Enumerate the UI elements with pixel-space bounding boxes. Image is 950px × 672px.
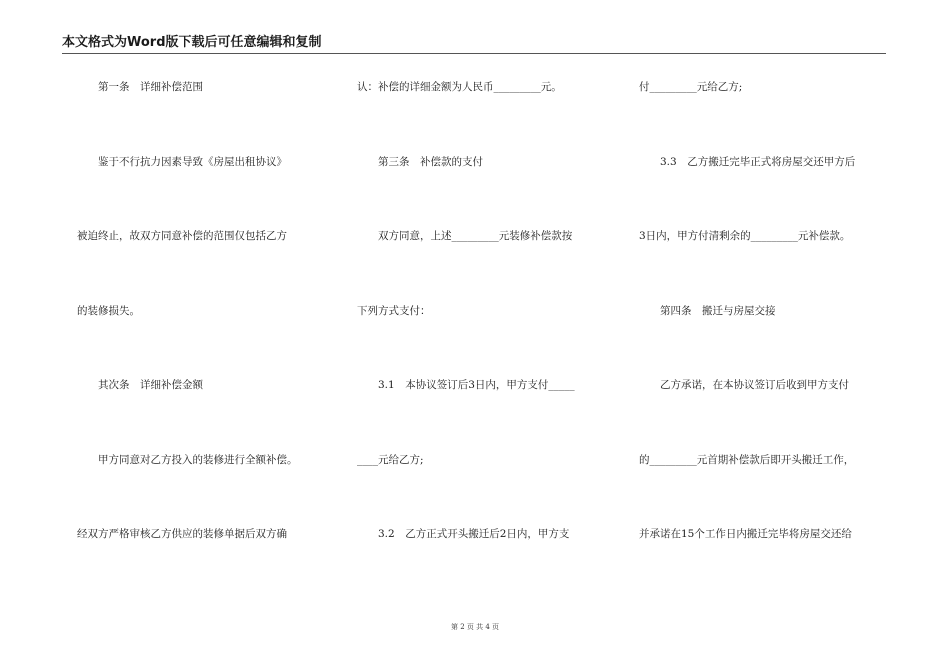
text-line: 双方同意，上述_________元装修补偿款按 xyxy=(357,230,573,242)
text-line: 鉴于不行抗力因素导致《房屋出租协议》 xyxy=(77,156,287,168)
text-line: 被迫终止，故双方同意补偿的范围仅包括乙方 xyxy=(77,230,287,242)
text-line: 3.1 本协议签订后3日内，甲方支付_____ xyxy=(357,379,575,391)
text-line: 认：补偿的详细金额为人民币_________元。 xyxy=(357,81,562,93)
page-number: 第 2 页 共 4 页 xyxy=(450,623,500,631)
text-line: 下列方式支付： xyxy=(357,305,431,317)
text-line: 经双方严格审核乙方供应的装修单据后双方确 xyxy=(77,528,287,540)
text-line: 甲方同意对乙方投入的装修进行全额补偿。 xyxy=(77,454,298,466)
text-column-1 xyxy=(77,0,327,672)
text-column-3 xyxy=(639,0,889,672)
text-line: ____元给乙方; xyxy=(357,454,424,466)
text-line: 3日内，甲方付清剩余的_________元补偿款。 xyxy=(639,230,851,242)
text-line: 其次条 详细补偿金额 xyxy=(77,379,203,391)
text-line: 第一条 详细补偿范围 xyxy=(77,81,203,93)
text-line: 第四条 搬迁与房屋交接 xyxy=(639,305,776,317)
text-line: 付_________元给乙方; xyxy=(639,81,743,93)
text-line: 的装修损失。 xyxy=(77,305,140,317)
text-line: 并承诺在15个工作日内搬迁完毕将房屋交还给 xyxy=(639,528,852,540)
header-title: 本文格式为Word版下载后可任意编辑和复制 xyxy=(62,35,322,50)
text-line: 的_________元首期补偿款后即开头搬迁工作， xyxy=(639,454,855,466)
text-line: 3.3 乙方搬迁完毕正式将房屋交还甲方后 xyxy=(639,156,856,168)
text-line: 3.2 乙方正式开头搬迁后2日内，甲方支 xyxy=(357,528,570,540)
text-column-2 xyxy=(357,0,607,672)
text-line: 第三条 补偿款的支付 xyxy=(357,156,483,168)
text-line: 乙方承诺，在本协议签订后收到甲方支付 xyxy=(639,379,849,391)
page-footer xyxy=(0,622,950,632)
